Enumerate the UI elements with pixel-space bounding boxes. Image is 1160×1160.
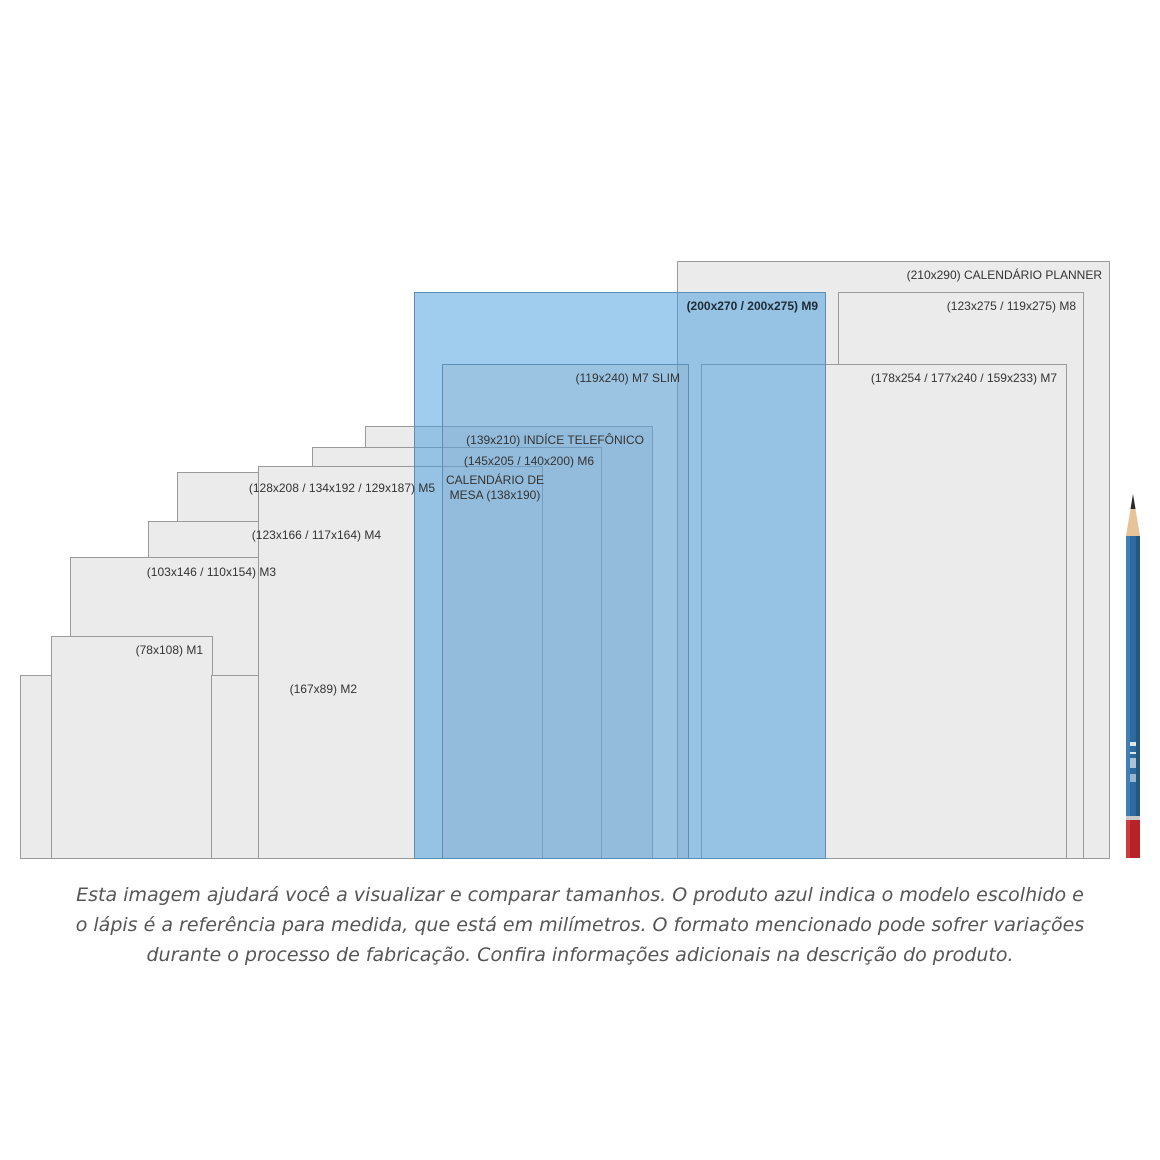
caption-line-3: durante o processo de fabricação. Confira informações adicionais na descrição do produto. xyxy=(146,944,1014,966)
caption-line-1: Esta imagem ajudará você a visualizar e comparar tamanhos. O produto azul indica o modelo escolhido e xyxy=(76,884,1084,906)
label-m4: (123x166 / 117x164) M4 xyxy=(251,528,381,542)
box-m1 xyxy=(51,636,213,859)
label-m3: (103x146 / 110x154) M3 xyxy=(146,565,276,579)
label-m6: (145x205 / 140x200) M6 xyxy=(463,454,594,468)
label-m8: (123x275 / 119x275) M8 xyxy=(946,299,1076,313)
label-m7: (178x254 / 177x240 / 159x233) M7 xyxy=(870,371,1057,385)
label-calendario-de-mesa: CALENDÁRIO DE MESA (138x190) xyxy=(445,473,545,502)
caption-line-2: o lápis é a referência para medida, que está em milímetros. O formato mencionado pode sofrer variações xyxy=(75,914,1085,936)
box-base-left xyxy=(20,675,54,859)
label-m9: (200x270 / 200x275) M9 xyxy=(686,299,818,313)
label-m1: (78x108) M1 xyxy=(135,643,203,657)
label-m5: (128x208 / 134x192 / 129x187) M5 xyxy=(248,481,435,495)
pencil-icon xyxy=(1118,494,1148,864)
label-calendario-planner: (210x290) CALENDÁRIO PLANNER xyxy=(906,268,1102,282)
label-m2: (167x89) M2 xyxy=(289,682,357,696)
label-m7-slim: (119x240) M7 SLIM xyxy=(575,371,680,385)
caption xyxy=(40,880,1120,970)
label-indice-telefonico: (139x210) INDÍCE TELEFÔNICO xyxy=(466,433,644,447)
